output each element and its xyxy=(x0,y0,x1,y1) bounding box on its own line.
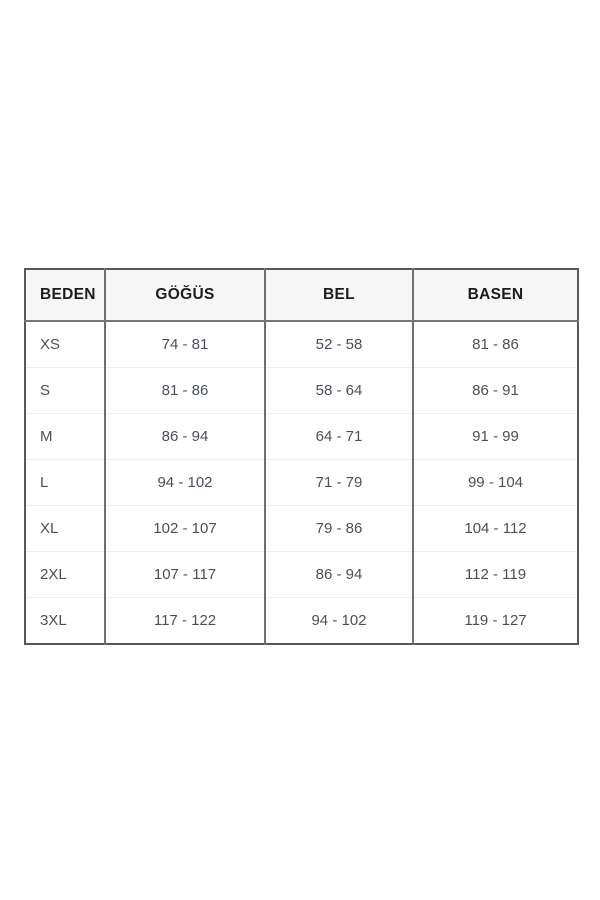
column-header-hip: BASEN xyxy=(413,269,578,321)
column-header-waist: BEL xyxy=(265,269,413,321)
size-cell: XL xyxy=(25,506,105,552)
chest-cell: 102 - 107 xyxy=(105,506,265,552)
table-row-xs xyxy=(25,321,578,368)
size-cell: 3XL xyxy=(25,598,105,645)
hip-cell: 112 - 119 xyxy=(413,552,578,598)
table-row-m xyxy=(25,414,578,460)
waist-cell: 58 - 64 xyxy=(265,368,413,414)
hip-cell: 91 - 99 xyxy=(413,414,578,460)
waist-cell: 71 - 79 xyxy=(265,460,413,506)
waist-cell: 64 - 71 xyxy=(265,414,413,460)
waist-cell: 86 - 94 xyxy=(265,552,413,598)
size-cell: XS xyxy=(25,321,105,368)
size-cell: M xyxy=(25,414,105,460)
hip-cell: 81 - 86 xyxy=(413,321,578,368)
chest-cell: 117 - 122 xyxy=(105,598,265,645)
table-row-2xl xyxy=(25,552,578,598)
table-row-s xyxy=(25,368,578,414)
size-cell: L xyxy=(25,460,105,506)
size-chart-table xyxy=(24,268,579,645)
chest-cell: 81 - 86 xyxy=(105,368,265,414)
table-row-3xl xyxy=(25,598,578,645)
chest-cell: 107 - 117 xyxy=(105,552,265,598)
waist-cell: 79 - 86 xyxy=(265,506,413,552)
chest-cell: 74 - 81 xyxy=(105,321,265,368)
hip-cell: 119 - 127 xyxy=(413,598,578,645)
waist-cell: 52 - 58 xyxy=(265,321,413,368)
size-cell: S xyxy=(25,368,105,414)
chest-cell: 94 - 102 xyxy=(105,460,265,506)
hip-cell: 86 - 91 xyxy=(413,368,578,414)
table-row-l xyxy=(25,460,578,506)
header-row xyxy=(25,269,578,321)
size-cell: 2XL xyxy=(25,552,105,598)
hip-cell: 104 - 112 xyxy=(413,506,578,552)
column-header-chest: GÖĞÜS xyxy=(105,269,265,321)
waist-cell: 94 - 102 xyxy=(265,598,413,645)
hip-cell: 99 - 104 xyxy=(413,460,578,506)
column-header-size: BEDEN xyxy=(25,269,105,321)
chest-cell: 86 - 94 xyxy=(105,414,265,460)
table-row-xl xyxy=(25,506,578,552)
